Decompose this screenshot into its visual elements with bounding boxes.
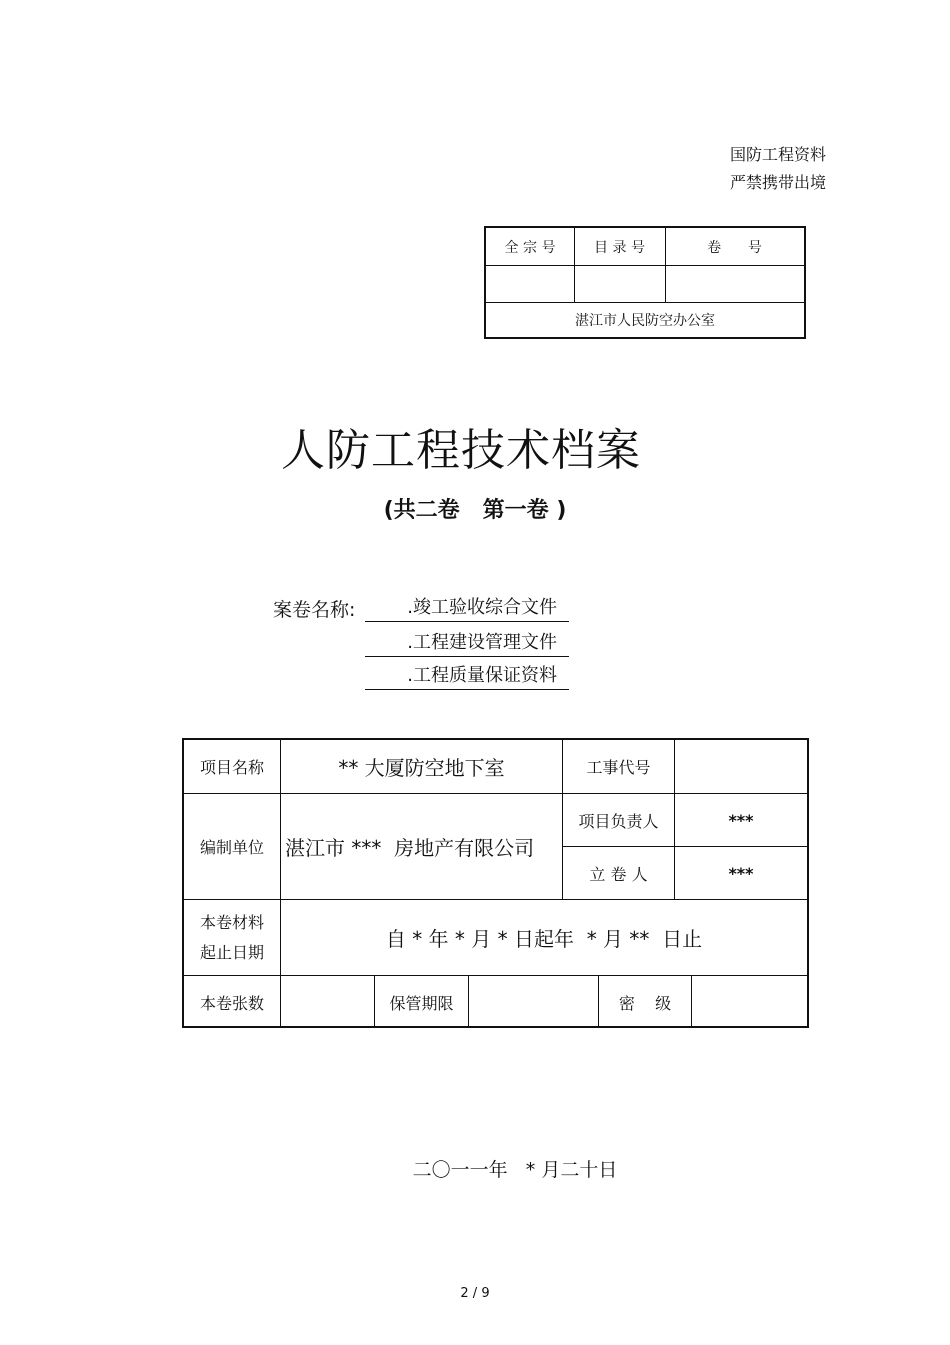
work-code-label: 工事代号 — [586, 758, 651, 777]
volume-name-label: 案卷名称: — [273, 599, 356, 621]
page-number: 2 / 9 — [460, 1286, 490, 1301]
archive-number-box — [484, 226, 806, 339]
work-code-value — [675, 740, 807, 793]
archive-col3-value — [665, 265, 804, 302]
filer-label: 立 卷 人 — [589, 864, 648, 884]
document-date: 二〇一一年 * 月二十日 — [412, 1159, 618, 1181]
retention-value — [469, 976, 598, 1028]
project-name-value: ** 大厦防空地下室 — [338, 756, 505, 780]
volume-item-2: .工程建设管理文件 — [365, 630, 569, 657]
project-name-label: 项目名称 — [199, 758, 264, 777]
archive-col3-header: 卷 号 — [707, 239, 762, 256]
archive-issuer: 湛江市人民防空办公室 — [575, 312, 715, 329]
date-range-label — [184, 900, 280, 975]
notice-line-1: 国防工程资料 — [729, 145, 826, 164]
volume-item-3: .工程质量保证资料 — [365, 663, 569, 690]
project-manager-label: 项目负责人 — [578, 811, 659, 831]
secrecy-label: 密 级 — [618, 993, 672, 1013]
volume-item-1: .竣工验收综合文件 — [365, 595, 569, 622]
archive-col1-header: 全 宗 号 — [504, 239, 556, 256]
secrecy-value — [692, 976, 807, 1028]
sheet-count-value — [281, 976, 374, 1028]
sheet-count-label: 本卷张数 — [199, 993, 264, 1013]
notice-line-2: 严禁携带出境 — [729, 173, 826, 192]
project-manager-value: *** — [728, 810, 754, 830]
document-title: 人防工程技术档案 — [281, 425, 641, 476]
project-info-table — [182, 738, 809, 1028]
date-range-value: 自 * 年 * 月 * 日起年 * 月 ** 日止 — [385, 927, 703, 951]
date-range-label-line2: 起止日期 — [199, 942, 264, 962]
compiler-label: 编制单位 — [199, 838, 264, 857]
retention-label: 保管期限 — [389, 993, 454, 1013]
archive-col2-value — [574, 265, 665, 302]
document-subtitle: (共二卷 第一卷 ) — [383, 498, 567, 523]
date-range-label-line1: 本卷材料 — [199, 912, 264, 932]
archive-col2-header: 目 录 号 — [594, 239, 645, 256]
archive-col1-value — [486, 265, 574, 302]
compiler-value: 湛江市 *** 房地产有限公司 — [285, 836, 535, 860]
filer-value: *** — [728, 863, 754, 883]
